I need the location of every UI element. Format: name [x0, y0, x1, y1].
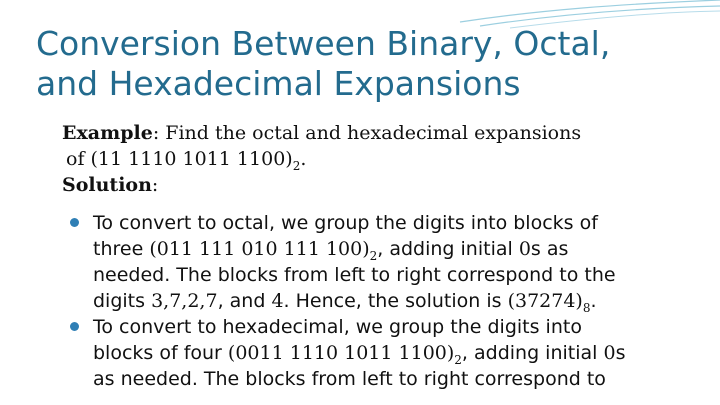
hex-line-3: as needed. The blocks from left to right correspond to [93, 368, 606, 390]
octal-groups: (011 111 010 111 100) [149, 238, 370, 260]
octal-text-a: three [93, 238, 150, 260]
example-text-2b: . [300, 148, 307, 170]
octal-zero: 0 [518, 238, 531, 260]
solution-line [62, 172, 712, 198]
example-line-1 [62, 120, 712, 146]
hex-groups: (0011 1110 1011 1100) [227, 342, 455, 364]
slide-title [36, 24, 716, 104]
title-line-2: and Hexadecimal Expansions [36, 64, 521, 104]
octal-line-3: needed. The blocks from left to right correspond to the [93, 264, 616, 286]
octal-result: (37274) [507, 290, 583, 312]
bullet-dot [70, 218, 79, 227]
octal-text-f: . Hence, the solution is [283, 290, 508, 312]
octal-digit-last: 4 [271, 290, 284, 312]
binary-base: 2 [292, 158, 301, 173]
bullet-dot [70, 322, 79, 331]
octal-text-c: s as [530, 238, 569, 260]
octal-digits: 3,7,2,7 [151, 290, 218, 312]
binary-number: (11 1110 1011 1100) [90, 148, 293, 170]
hex-line-1: To convert to hexadecimal, we group the digits into [93, 316, 582, 338]
example-line-2 [62, 146, 712, 172]
example-text-2a: of [66, 148, 91, 170]
hex-text-c: s [615, 342, 626, 364]
octal-text-e: , and [217, 290, 272, 312]
hex-text-a: blocks of four [93, 342, 228, 364]
hex-zero: 0 [603, 342, 616, 364]
octal-groups-base: 2 [369, 248, 378, 263]
solution-label: Solution [62, 174, 152, 196]
title-line-1: Conversion Between Binary, Octal, [36, 24, 611, 64]
solution-colon: : [151, 174, 159, 196]
octal-line-1: To convert to octal, we group the digits into blocks of [93, 212, 598, 234]
example-label: Example [62, 122, 153, 144]
octal-line-2 [93, 236, 714, 262]
octal-text-b: , adding initial [377, 238, 519, 260]
example-block [62, 120, 712, 198]
solution-bullets [64, 210, 714, 392]
bullet-octal [64, 210, 714, 314]
hex-groups-base: 2 [454, 352, 462, 367]
example-text-1: : Find the octal and hexadecimal expansions [152, 122, 582, 144]
octal-result-base: 8 [582, 300, 591, 315]
octal-line-4 [93, 288, 714, 314]
bullet-hex [64, 314, 714, 392]
octal-text-d: digits [93, 290, 152, 312]
octal-text-g: . [590, 290, 597, 312]
hex-line-2 [93, 340, 714, 366]
hex-text-b: , adding initial [461, 342, 604, 364]
